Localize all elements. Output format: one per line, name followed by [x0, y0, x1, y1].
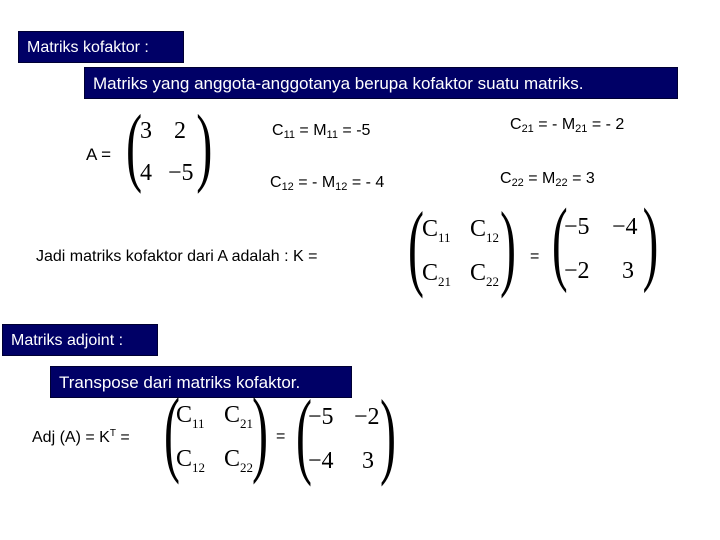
- matrix-a: [126, 98, 212, 196]
- value-cell: −2: [564, 258, 590, 284]
- matrix-a-cell: −5: [168, 160, 194, 186]
- kofaktor-equals: =: [530, 248, 540, 265]
- symbol-cell: $C_{11}$: [422, 216, 451, 245]
- symbol-cell: $C_{12}$: [470, 216, 500, 245]
- adjoint-equals: =: [276, 428, 286, 445]
- matrix-a-label: A =: [86, 145, 112, 164]
- symbol-cell: $C_{22}$: [224, 446, 254, 475]
- cofactor-c21: $C_{21}$ = - $M_{21}$ = - 2: [510, 116, 625, 135]
- left-paren: (: [552, 190, 568, 294]
- value-cell: −5: [308, 404, 334, 430]
- right-paren: ): [252, 378, 268, 485]
- value-cell: −5: [564, 214, 590, 240]
- symbol-cell: $C_{12}$: [176, 446, 206, 475]
- adjoint-definition: Transpose dari matriks kofaktor.: [50, 366, 352, 398]
- symbol-cell: $C_{21}$: [224, 402, 254, 431]
- right-paren: ): [195, 98, 212, 195]
- matrix-a-cell: 3: [140, 118, 152, 144]
- symbol-cell: $C_{21}$: [422, 260, 452, 289]
- matrix-a-cell: 4: [140, 160, 152, 186]
- symbol-cell: $C_{11}$: [176, 402, 205, 431]
- kofaktor-text: Jadi matriks kofaktor dari A adalah : K =: [36, 248, 318, 265]
- left-paren: (: [164, 378, 180, 485]
- cofactor-c11: $C_{11} = M_{11} = -5$: [272, 122, 371, 141]
- symbol-cell: $C_{22}$: [470, 260, 500, 289]
- value-cell: 3: [622, 258, 634, 284]
- kofaktor-value-matrix: [552, 190, 658, 296]
- left-paren: (: [296, 380, 312, 487]
- matrix-a-cell: 2: [174, 118, 186, 144]
- right-paren: ): [500, 192, 516, 299]
- kofaktor-symbol-matrix: [408, 192, 516, 300]
- cofactor-c12: $C_{12}$ = - $M_{12}$ = - 4: [270, 174, 385, 193]
- adjoint-symbol-matrix: [164, 378, 268, 486]
- adjoint-label: Adj $(A) = K^T$ =: [32, 428, 130, 446]
- value-cell: −2: [354, 404, 380, 430]
- left-paren: (: [408, 192, 424, 299]
- left-paren: (: [126, 98, 143, 195]
- value-cell: −4: [612, 214, 638, 240]
- adjoint-heading: Matriks adjoint :: [2, 324, 158, 356]
- value-cell: 3: [362, 448, 374, 474]
- right-paren: ): [642, 190, 658, 294]
- adjoint-value-matrix: [296, 380, 396, 488]
- right-paren: ): [380, 380, 396, 487]
- cofactor-c22: $C_{22} = M_{22} = 3$: [500, 170, 595, 189]
- cofactor-heading: Matriks kofaktor :: [18, 31, 184, 63]
- value-cell: −4: [308, 448, 334, 474]
- cofactor-definition: Matriks yang anggota-anggotanya berupa kofaktor suatu matriks.: [84, 67, 678, 99]
